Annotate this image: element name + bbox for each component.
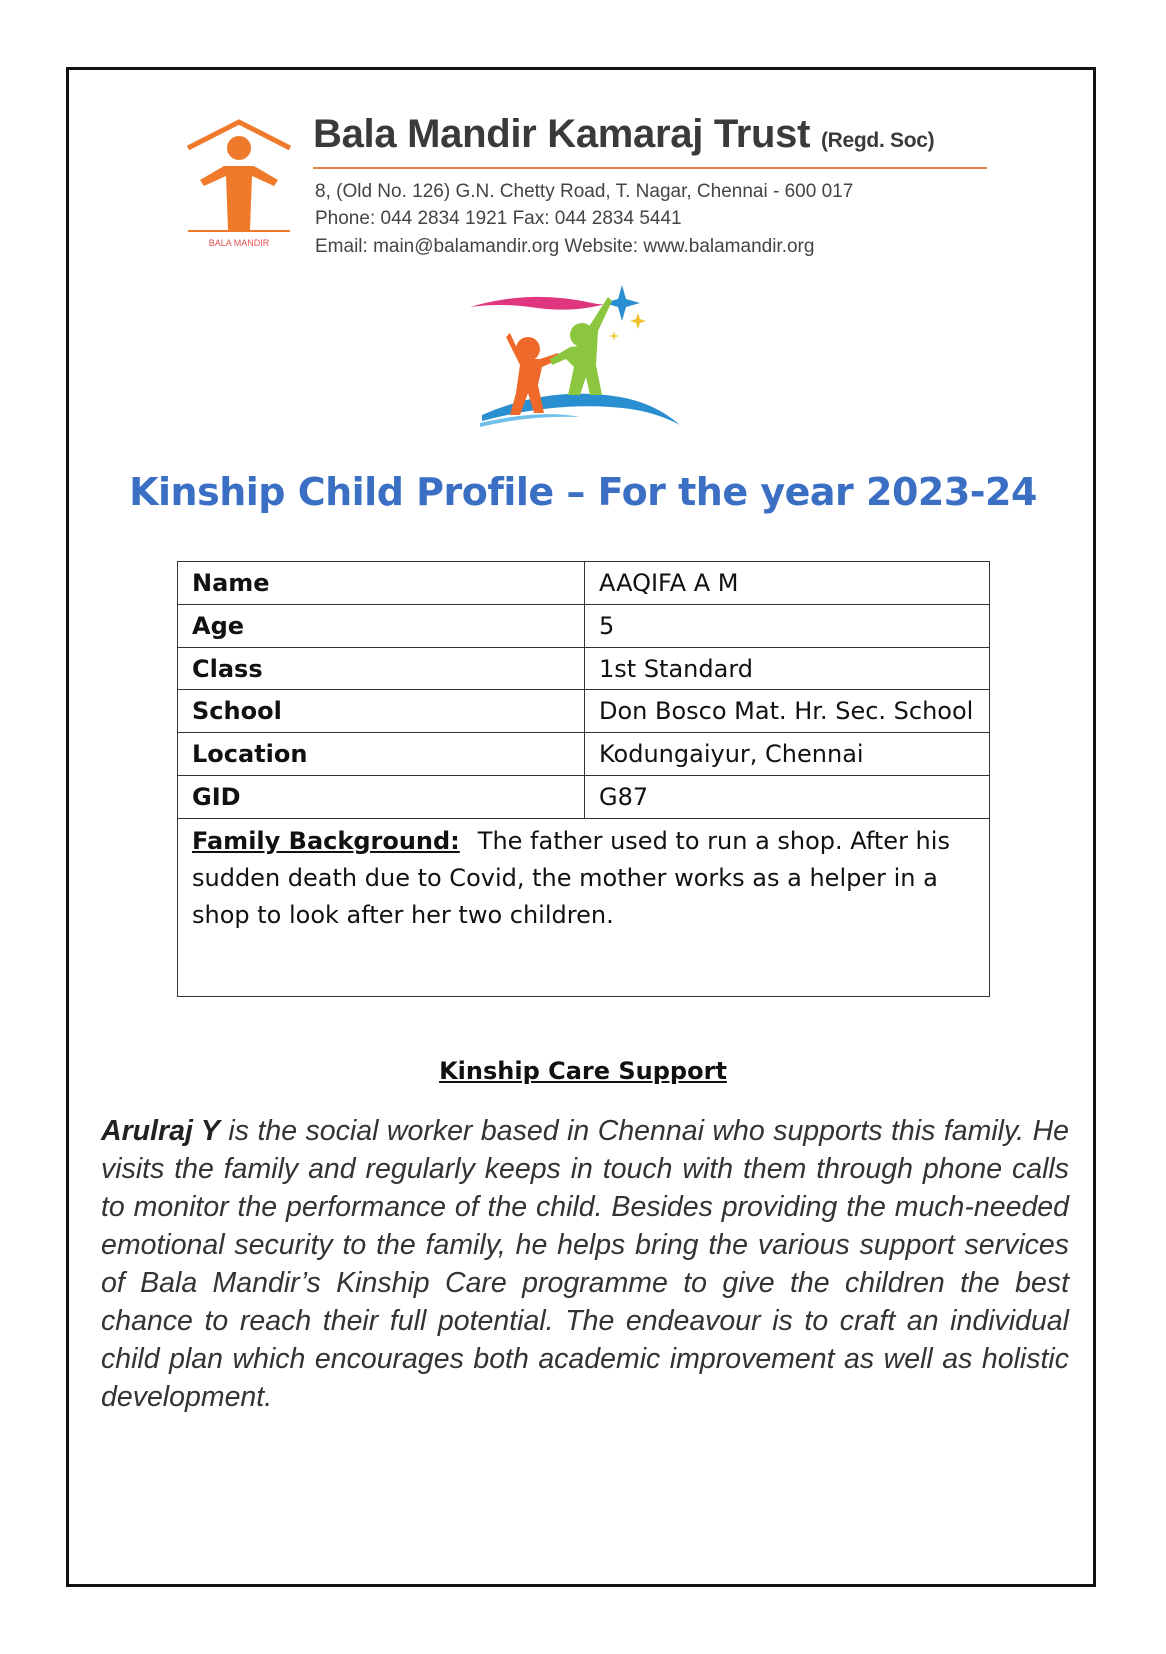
family-background-text: The father used to run a shop. After his sudden death due to Covid, the mother works as a helper in a shop to look after her two children. (192, 826, 950, 930)
support-paragraph (101, 1112, 1069, 1416)
logo-caption: BALA MANDIR (208, 238, 270, 248)
field-label: GID (178, 775, 585, 818)
section-heading: Kinship Care Support (439, 1057, 727, 1085)
table-row (178, 690, 990, 733)
field-label: School (178, 690, 585, 733)
bala-mandir-logo (184, 118, 294, 256)
support-text: is the social worker based in Chennai who supports this family. He visits the family and regularly keeps in touch with them through phone calls to monitor the performance of the child. Besides providing the much-needed emotional security to the family, he helps bring the various support services of Bala Mandir’s Kinship Care programme to give the children the best chance to reach their full potential. The endeavour is to craft an individual child plan which encourages both academic improvement as well as holistic development. (101, 1115, 1069, 1413)
child-name-value: AAQIFA A M (585, 562, 990, 605)
letterhead-divider (313, 167, 987, 169)
social-worker-name: Arulraj Y (101, 1115, 220, 1147)
table-row (178, 818, 990, 996)
child-school-value: Don Bosco Mat. Hr. Sec. School (585, 690, 990, 733)
table-row (178, 604, 990, 647)
table-row (178, 733, 990, 776)
trust-email-website: Email: main@balamandir.org Website: www.balamandir.org (315, 236, 815, 257)
page-title: Kinship Child Profile – For the year 2023-24 (129, 470, 1037, 514)
child-location-value: Kodungaiyur, Chennai (585, 733, 990, 776)
family-background-label: Family Background: (192, 826, 460, 855)
field-label: Name (178, 562, 585, 605)
table-row (178, 562, 990, 605)
family-background-cell (178, 818, 990, 996)
trust-registration: (Regd. Soc) (820, 129, 935, 152)
child-profile-table (177, 561, 990, 997)
child-gid-value: G87 (585, 775, 990, 818)
field-label: Age (178, 604, 585, 647)
trust-name: Bala Mandir Kamaraj Trust (Regd. Soc) (313, 112, 935, 156)
trust-address: 8, (Old No. 126) G.N. Chetty Road, T. Nagar, Chennai - 600 017 (315, 181, 854, 202)
field-label: Location (178, 733, 585, 776)
table-row (178, 775, 990, 818)
table-row (178, 647, 990, 690)
field-label: Class (178, 647, 585, 690)
kinship-children-illustration (470, 285, 700, 455)
child-age-value: 5 (585, 604, 990, 647)
trust-phone-fax: Phone: 044 2834 1921 Fax: 044 2834 5441 (315, 208, 682, 229)
child-class-value: 1st Standard (585, 647, 990, 690)
